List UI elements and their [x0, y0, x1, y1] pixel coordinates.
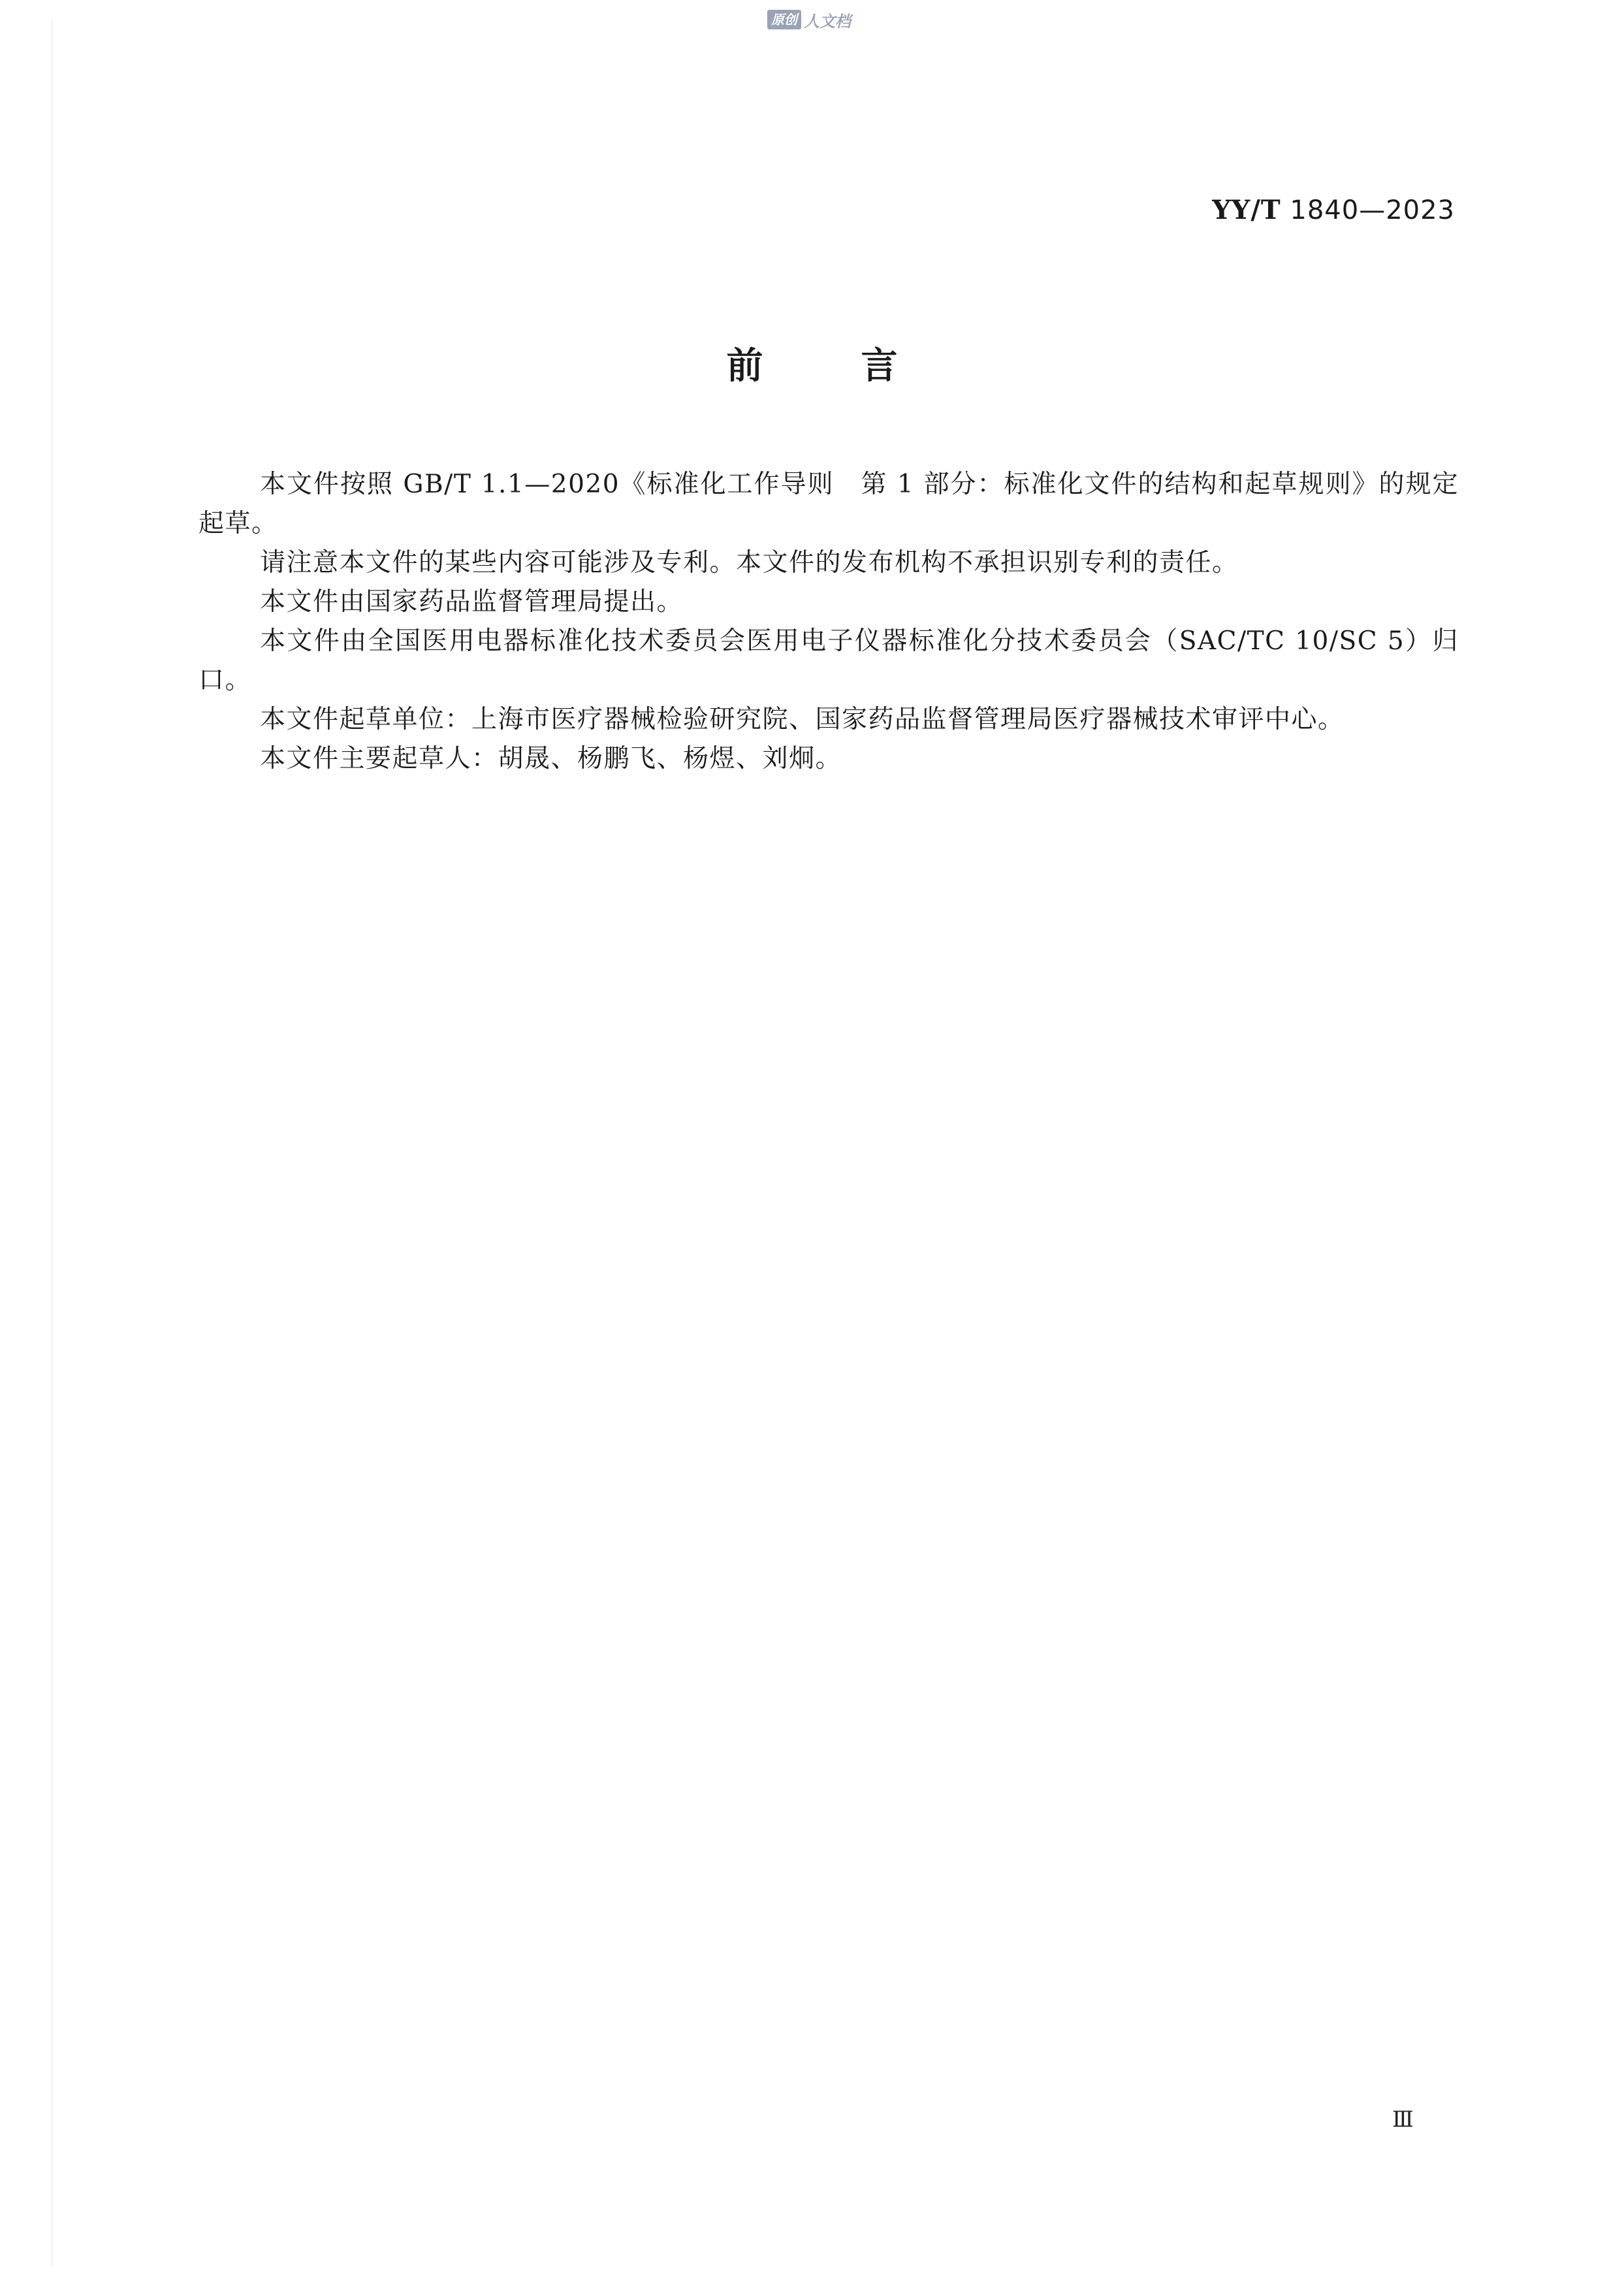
watermark-text: 人文档: [804, 12, 851, 31]
paragraph-patent-notice: 请注意本文件的某些内容可能涉及专利。本文件的发布机构不承担识别专利的责任。: [260, 548, 1239, 577]
foreword-body: [199, 465, 1459, 779]
watermark-logo: [767, 8, 851, 31]
paragraph-drafting-units: 本文件起草单位：上海市医疗器械检验研究院、国家药品监督管理局医疗器械技术审评中心。: [260, 705, 1345, 734]
document-code: [1212, 195, 1455, 225]
paragraph-drafters: 本文件主要起草人：胡晟、杨鹏飞、杨煜、刘炯。: [260, 744, 842, 773]
page-number: Ⅲ: [1392, 2106, 1414, 2133]
document-code-number: 1840—2023: [1290, 195, 1455, 225]
paragraph-proposer: 本文件由国家药品监督管理局提出。: [260, 587, 684, 617]
paragraph-drafting-rules: 本文件按照 GB/T 1.1—2020《标准化工作导则 第 1 部分：标准化文件的结构和起草规则》的规定起草。: [199, 470, 1459, 538]
paragraph-committee: 本文件由全国医用电器标准化技术委员会医用电子仪器标准化分技术委员会（SAC/TC 10/SC 5）归口。: [199, 626, 1459, 695]
document-code-prefix: YY/T: [1212, 195, 1281, 225]
watermark-badge: 原创: [767, 10, 801, 29]
page-title: 前言: [726, 345, 996, 387]
